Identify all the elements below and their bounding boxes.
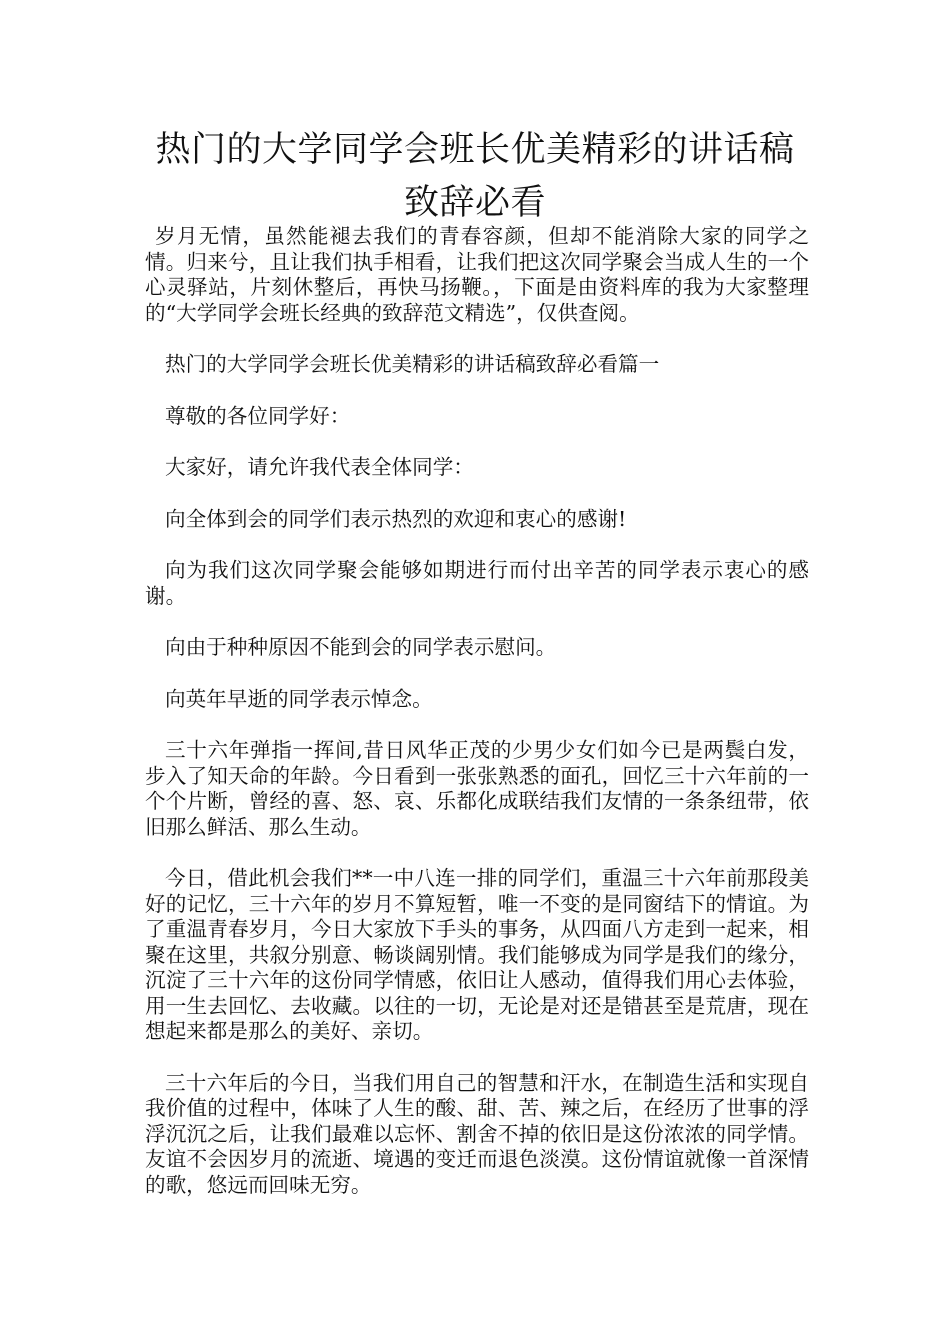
salutation: 尊敬的各位同学好： [165,403,351,428]
body-paragraph: 三十六年后的今日，当我们用自己的智慧和汗水，在制造生活和实现自我价值的过程中，体味了人生的酸、甜、苦、辣之后，在经历了世事的浮浮沉沉之后，让我们最难以忘怀、割舍不掉的依旧是这份浓浓的同学情。友谊不会因岁月的流逝、境遇的变迁而退色淡漠。这份情谊就像一首深情的歌，悠远而回味无穷。 [145,1070,809,1197]
body-paragraph: 向为我们这次同学聚会能够如期进行而付出辛苦的同学表示衷心的感谢。 [145,558,809,608]
document-title [140,124,810,230]
body-paragraph: 向英年早逝的同学表示悼念。 [165,686,433,711]
document-body [145,224,809,1224]
body-paragraph: 今日，借此机会我们**一中八连一排的同学们，重温三十六年前那段美好的记忆，三十六年的岁月不算短暂，唯一不变的是同窗结下的情谊。为了重温青春岁月，今日大家放下手头的事务，从四面八方走到一起来，相聚在这里，共叙分别意、畅谈阔别情。我们能够成为同学是我们的缘分，沉淀了三十六年的这份同学情感，依旧让人感动，值得我们用心去体验，用一生去回忆、去收藏。以往的一切，无论是对还是错甚至是荒唐，现在想起来都是那么的美好、亲切。 [145,866,809,1043]
body-paragraph: 向由于种种原因不能到会的同学表示慰问。 [165,635,557,659]
body-paragraph: 三十六年弹指一挥间,昔日风华正茂的少男少女们如今已是两鬓白发，步入了知天命的年龄。今日看到一张张熟悉的面孔，回忆三十六年前的一个个片断，曾经的喜、怒、哀、乐都化成联结我们友情的一条条纽带，依旧那么鲜活、那么生动。 [145,738,809,839]
intro-paragraph: 岁月无情，虽然能褪去我们的青春容颜，但却不能消除大家的同学之情。归来兮，且让我们执手相看，让我们把这次同学聚会当成人生的一个心灵驿站，片刻休整后，再快马扬鞭。，下面是由资料库的我为大家整理的“大学同学会班长经典的致辞范文精选”，仅供查阅。 [145,224,809,325]
title-line-2: 致辞必看 [403,183,546,223]
body-paragraph: 向全体到会的同学们表示热烈的欢迎和衷心的感谢! [165,506,627,531]
greeting: 大家好，请允许我代表全体同学： [165,455,474,479]
title-line-1: 热门的大学同学会班长优美精彩的讲话稿 [155,130,795,170]
section-heading: 热门的大学同学会班长优美精彩的讲话稿致辞必看篇一 [165,352,660,376]
